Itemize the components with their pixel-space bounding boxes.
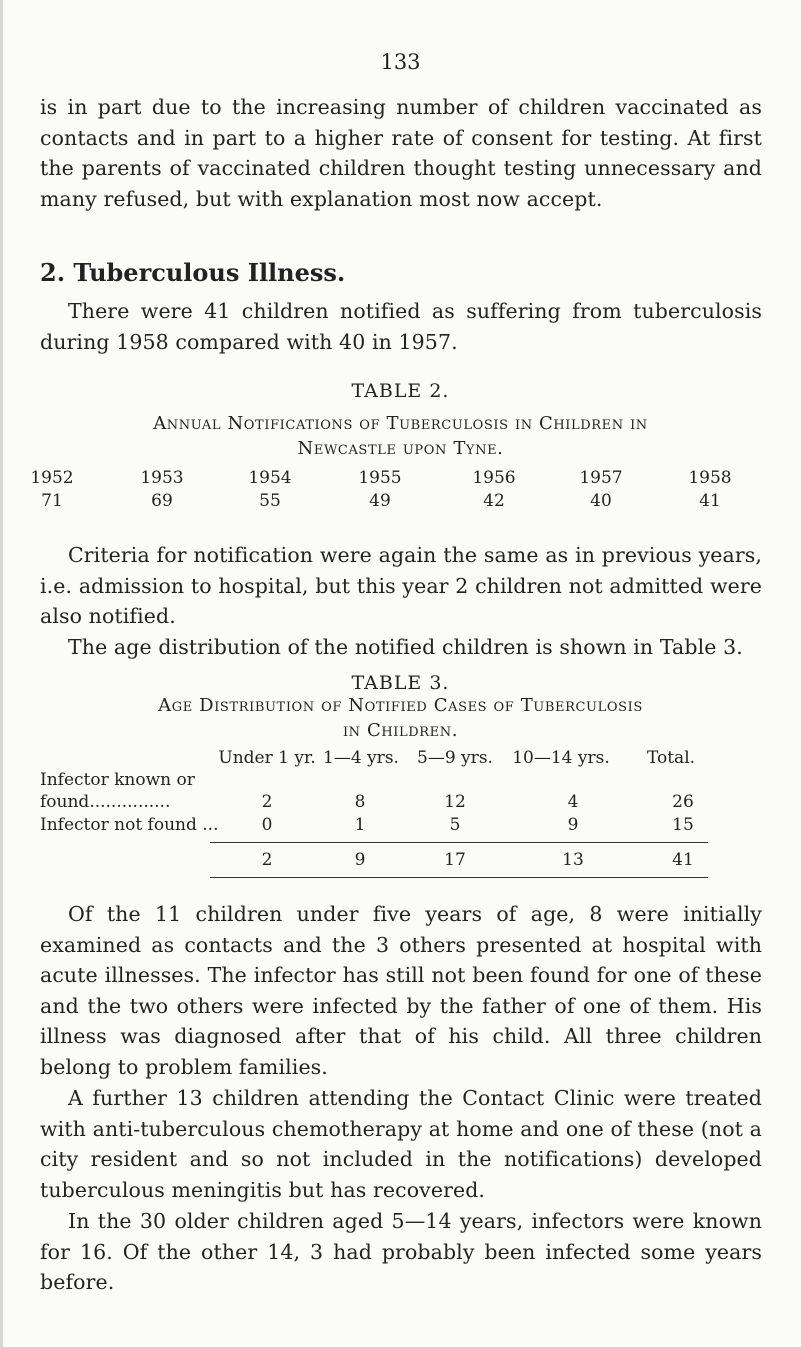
criteria-paragraph: Criteria for notification were again the same as in previous years, i.e. admission to hospital, but this year 2 children not admitted were also notified. [40, 543, 762, 628]
section-paragraph: There were 41 children notified as suffering from tuberculosis during 1958 compared with 40 in 1957. [40, 299, 762, 354]
table3-rule-bottom [210, 877, 708, 878]
older-children-paragraph: In the 30 older children aged 5—14 years, infectors were known for 16. Of the other 14, 3 had probably been infected some years before. [40, 1209, 762, 1294]
table3-header: Total. [646, 748, 696, 768]
table3-caption-line2: in Children. [342, 720, 459, 741]
table2-caption-line2: Newcastle upon Tyne. [297, 438, 504, 459]
table2-year: 1955 [358, 468, 402, 488]
table2-year: 1958 [688, 468, 732, 488]
table2-value: 69 [151, 491, 173, 511]
table2-value: 41 [699, 491, 721, 511]
table3-cell: 1 [354, 815, 366, 835]
table3-cell: 15 [672, 815, 694, 835]
table3-header: 1—4 yrs. [323, 748, 399, 768]
table3-caption-line1: Age Distribution of Notified Cases of Tuberculosis [158, 695, 643, 716]
table2-value: 40 [590, 491, 612, 511]
table3-rule-top [210, 842, 708, 843]
row-label-line2: found............... [40, 792, 171, 812]
row-label: Infector not found ... [40, 815, 219, 835]
table3-cell: 12 [444, 792, 466, 812]
table3-cell: 9 [567, 815, 579, 835]
table2-caption-line1: Annual Notifications of Tuberculosis in Children in [153, 413, 648, 434]
age-distribution-paragraph: The age distribution of the notified children is shown in Table 3. [68, 635, 743, 659]
table3-cell: 4 [567, 792, 579, 812]
table3-total: 41 [672, 850, 694, 870]
table2-value: 42 [483, 491, 505, 511]
table2-year: 1953 [140, 468, 184, 488]
table3-cell: 2 [261, 792, 273, 812]
intro-paragraph: is in part due to the increasing number of children vaccinated as contacts and in part to a higher rate of consent for testing. At first the parents of vaccinated children thought testing unnecessary and many refused, but with explanation most now accept. [40, 95, 762, 211]
table3-total: 2 [261, 850, 273, 870]
contact-clinic-paragraph: A further 13 children attending the Contact Clinic were treated with anti-tuberculous chemotherapy at home and one of these (not a city resident and so not included in the notifications) developed tuberculous meningitis but has recovered. [40, 1086, 762, 1202]
table3-header: 10—14 yrs. [512, 748, 610, 768]
table2-year: 1956 [472, 468, 516, 488]
table3-total: 17 [444, 850, 466, 870]
table3-total: 13 [562, 850, 584, 870]
table3-total: 9 [354, 850, 366, 870]
table2-value: 71 [41, 491, 63, 511]
table2-label: TABLE 2. [351, 380, 450, 402]
table2-year: 1952 [30, 468, 74, 488]
table3-cell: 26 [672, 792, 694, 812]
table3-header: Under 1 yr. [218, 748, 316, 768]
table3-cell: 0 [261, 815, 273, 835]
table2-value: 49 [369, 491, 391, 511]
table2-value: 55 [259, 491, 281, 511]
table3-cell: 5 [449, 815, 461, 835]
table3-header: 5—9 yrs. [417, 748, 493, 768]
table3-cell: 8 [354, 792, 366, 812]
row-label-line1: Infector known or [40, 770, 195, 790]
table2-year: 1954 [248, 468, 292, 488]
table3-label: TABLE 3. [351, 672, 450, 694]
under-five-paragraph: Of the 11 children under five years of age, 8 were initially examined as contacts and the 3 others presented at hospital with acute illnesses. The infector has still not been found for one of these and the two others were infected by the father of one of them. His illness was diagnosed after that of his child. All three children belong to problem families. [40, 902, 762, 1079]
page-number: 133 [380, 50, 421, 74]
section-heading: 2. Tuberculous Illness. [40, 258, 346, 287]
table2-year: 1957 [579, 468, 623, 488]
